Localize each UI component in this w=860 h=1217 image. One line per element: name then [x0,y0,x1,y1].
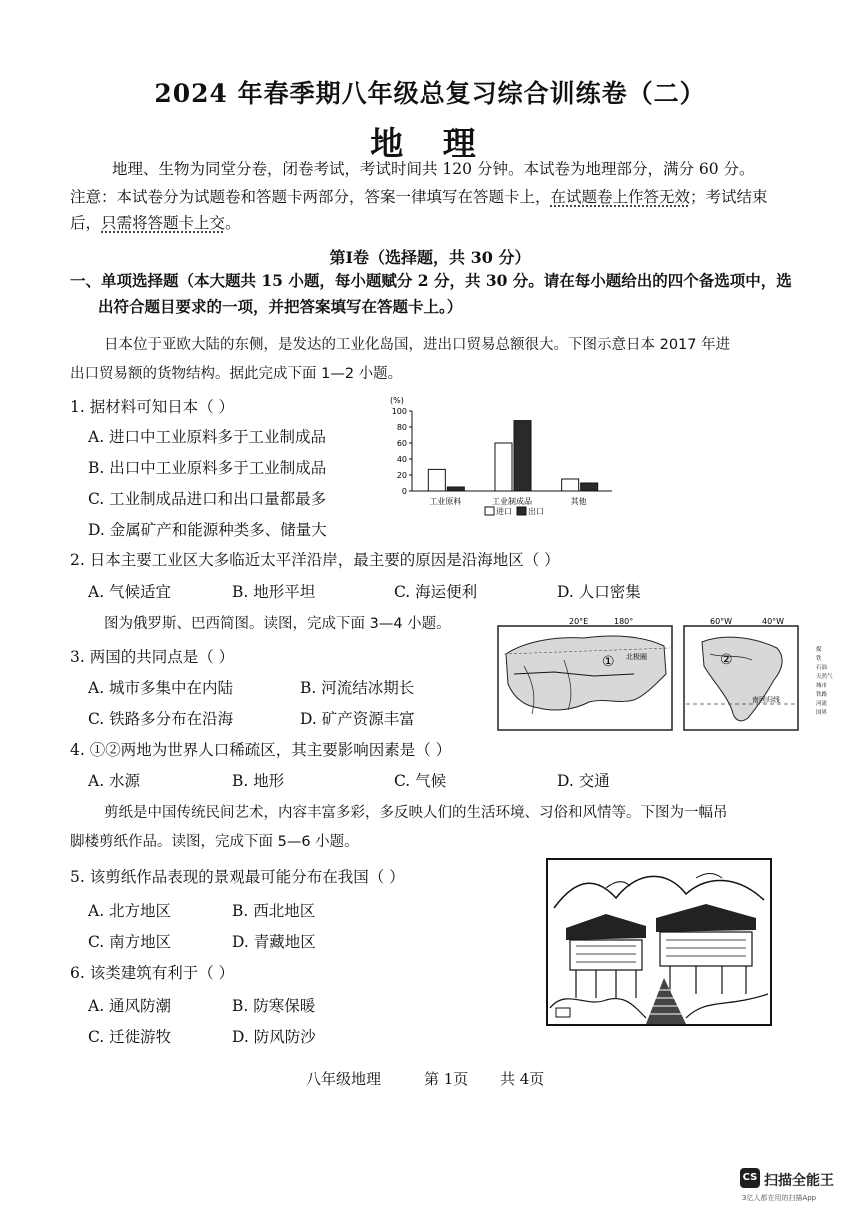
subject-title: 地 理 [370,124,490,163]
question-6-option-d: D. 防风防沙 [232,1028,316,1046]
map-legend [816,646,836,718]
brazil-longitude-60w: 60°W [710,617,733,626]
chart-y-tick-label: 100 [391,407,407,416]
legend-iron: 铁 [816,656,822,662]
chart-y-tick-label: 60 [396,439,407,448]
legend-river: 河流 [816,701,828,707]
chart-bar-import [428,469,445,491]
russia-map [494,614,676,732]
intro-papercut-line1: 剪纸是中国传统民间艺术，内容丰富多彩，多反映人们的生活环境、习俗和风情等。下图为一幅吊 [104,805,728,821]
legend-coal: 煤 [816,647,822,653]
chart-bar-export [514,421,531,491]
question-1-option-d: D. 金属矿产和能源种类多、储量大 [88,521,327,539]
exam-info-line: 地理、生物为同堂分卷，闭卷考试，考试时间共 120 分钟。本试卷为地理部分，满分 60 分。 [112,160,755,178]
scanner-app-name: 扫描全能王 [764,1173,834,1189]
legend-oil: 石油 [816,665,828,671]
question-2-option-c: C. 海运便利 [394,583,478,601]
question-1-option-a: A. 进口中工业原料多于工业制成品 [88,428,327,446]
question-1-option-b: B. 出口中工业原料多于工业制成品 [88,459,327,477]
question-4-option-d: D. 交通 [557,772,610,790]
question-5-option-a: A. 北方地区 [88,902,172,920]
question-4-option-b: B. 地形 [232,772,285,790]
arctic-circle-label: 北极圈 [626,653,647,661]
question-3-option-c: C. 铁路多分布在沿海 [88,710,234,728]
trade-structure-chart [380,395,620,530]
question-4-option-a: A. 水源 [88,772,141,790]
chart-category-label: 工业制成品 [492,497,532,506]
question-1-stem: 1. 据材料可知日本（ ） [70,398,235,416]
chart-bar-export [581,483,598,491]
legend-border: 国界 [816,710,828,716]
stilt-house-papercut-image [546,858,772,1026]
chart-legend-label: 出口 [528,507,544,516]
intro-papercut-line2: 脚楼剪纸作品。读图，完成下面 5—6 小题。 [70,834,359,850]
intro-japan-line2: 出口贸易额的货物结构。据此完成下面 1—2 小题。 [70,366,403,382]
chart-bar-import [495,443,512,491]
footer-total-pages: 共 4页 [500,1070,545,1088]
legend-gas: 天然气 [816,674,833,680]
chart-bar-import [562,479,579,491]
question-5-option-d: D. 青藏地区 [232,933,316,951]
intro-japan-line1: 日本位于亚欧大陆的东侧，是发达的工业化岛国，进出口贸易总额很大。下图示意日本 2017 年进 [104,337,731,353]
chart-y-unit: (%) [390,396,404,405]
chart-y-tick-label: 20 [396,471,407,480]
chart-y-tick-label: 0 [401,487,407,496]
question-3-option-a: A. 城市多集中在内陆 [88,679,234,697]
chart-category-label: 其他 [570,497,587,506]
legend-city: 城市 [816,683,828,689]
question-2-option-b: B. 地形平坦 [232,583,316,601]
exam-title: 2024 年春季期八年级总复习综合训练卷（二） [154,79,706,108]
brazil-marker-2: ② [720,652,733,668]
legend-railway: 铁路 [816,692,828,698]
russia-longitude-20e: 20°E [569,617,589,626]
question-6-option-b: B. 防寒保暖 [232,997,316,1015]
question-4-stem: 4. ①②两地为世界人口稀疏区，其主要影响因素是（ ） [70,741,452,759]
chart-y-tick-label: 80 [396,423,407,432]
question-6-stem: 6. 该类建筑有利于（ ） [70,964,235,982]
chart-bar-export [447,487,464,491]
intro-maps: 图为俄罗斯、巴西简图。读图，完成下面 3—4 小题。 [104,616,451,632]
russia-longitude-180: 180° [614,617,634,626]
brazil-map [682,614,812,732]
russia-marker-1: ① [602,654,615,670]
chart-legend-swatch [485,507,494,515]
question-5-option-b: B. 西北地区 [232,902,316,920]
question-5-stem: 5. 该剪纸作品表现的景观最可能分布在我国（ ） [70,868,405,886]
question-6-option-a: A. 通风防潮 [88,997,172,1015]
camscanner-logo: CS [740,1168,760,1188]
exam-notice: 注意：本试卷分为试题卷和答题卡两部分，答案一律填写在答题卡上，在试题卷上作答无效；考试结束 后，只需将答题卡上交。 [70,188,768,232]
tropic-label: 南回归线 [752,696,780,704]
question-3-stem: 3. 两国的共同点是（ ） [70,648,235,666]
chart-legend-label: 进口 [496,507,512,516]
question-2-option-a: A. 气候适宜 [88,583,172,601]
section-heading: 第Ⅰ卷（选择题，共 30 分） [329,248,531,267]
question-2-option-d: D. 人口密集 [557,583,641,601]
chart-category-label: 工业原料 [429,497,462,506]
question-6-option-c: C. 迁徙游牧 [88,1028,172,1046]
question-1-option-c: C. 工业制成品进口和出口量都最多 [88,490,327,508]
question-2-stem: 2. 日本主要工业区大多临近太平洋沿岸，最主要的原因是沿海地区（ ） [70,551,560,569]
question-5-option-c: C. 南方地区 [88,933,172,951]
scanner-tagline: 3亿人都在用的扫描App [742,1194,817,1202]
footer-page-number: 第 1页 [424,1070,469,1088]
brazil-longitude-40w: 40°W [762,617,785,626]
footer-grade-subject: 八年级地理 [306,1070,382,1088]
question-3-option-b: B. 河流结冰期长 [300,679,415,697]
question-4-option-c: C. 气候 [394,772,447,790]
part1-instruction-line1: 一、单项选择题（本大题共 15 小题，每小题赋分 2 分，共 30 分。请在每小题给出的四个备选项中，选 [70,271,792,290]
chart-y-tick-label: 40 [396,455,407,464]
question-3-option-d: D. 矿产资源丰富 [300,710,415,728]
chart-legend-swatch [517,507,526,515]
part1-instruction-line2: 出符合题目要求的一项，并把答案填写在答题卡上。） [98,297,463,316]
